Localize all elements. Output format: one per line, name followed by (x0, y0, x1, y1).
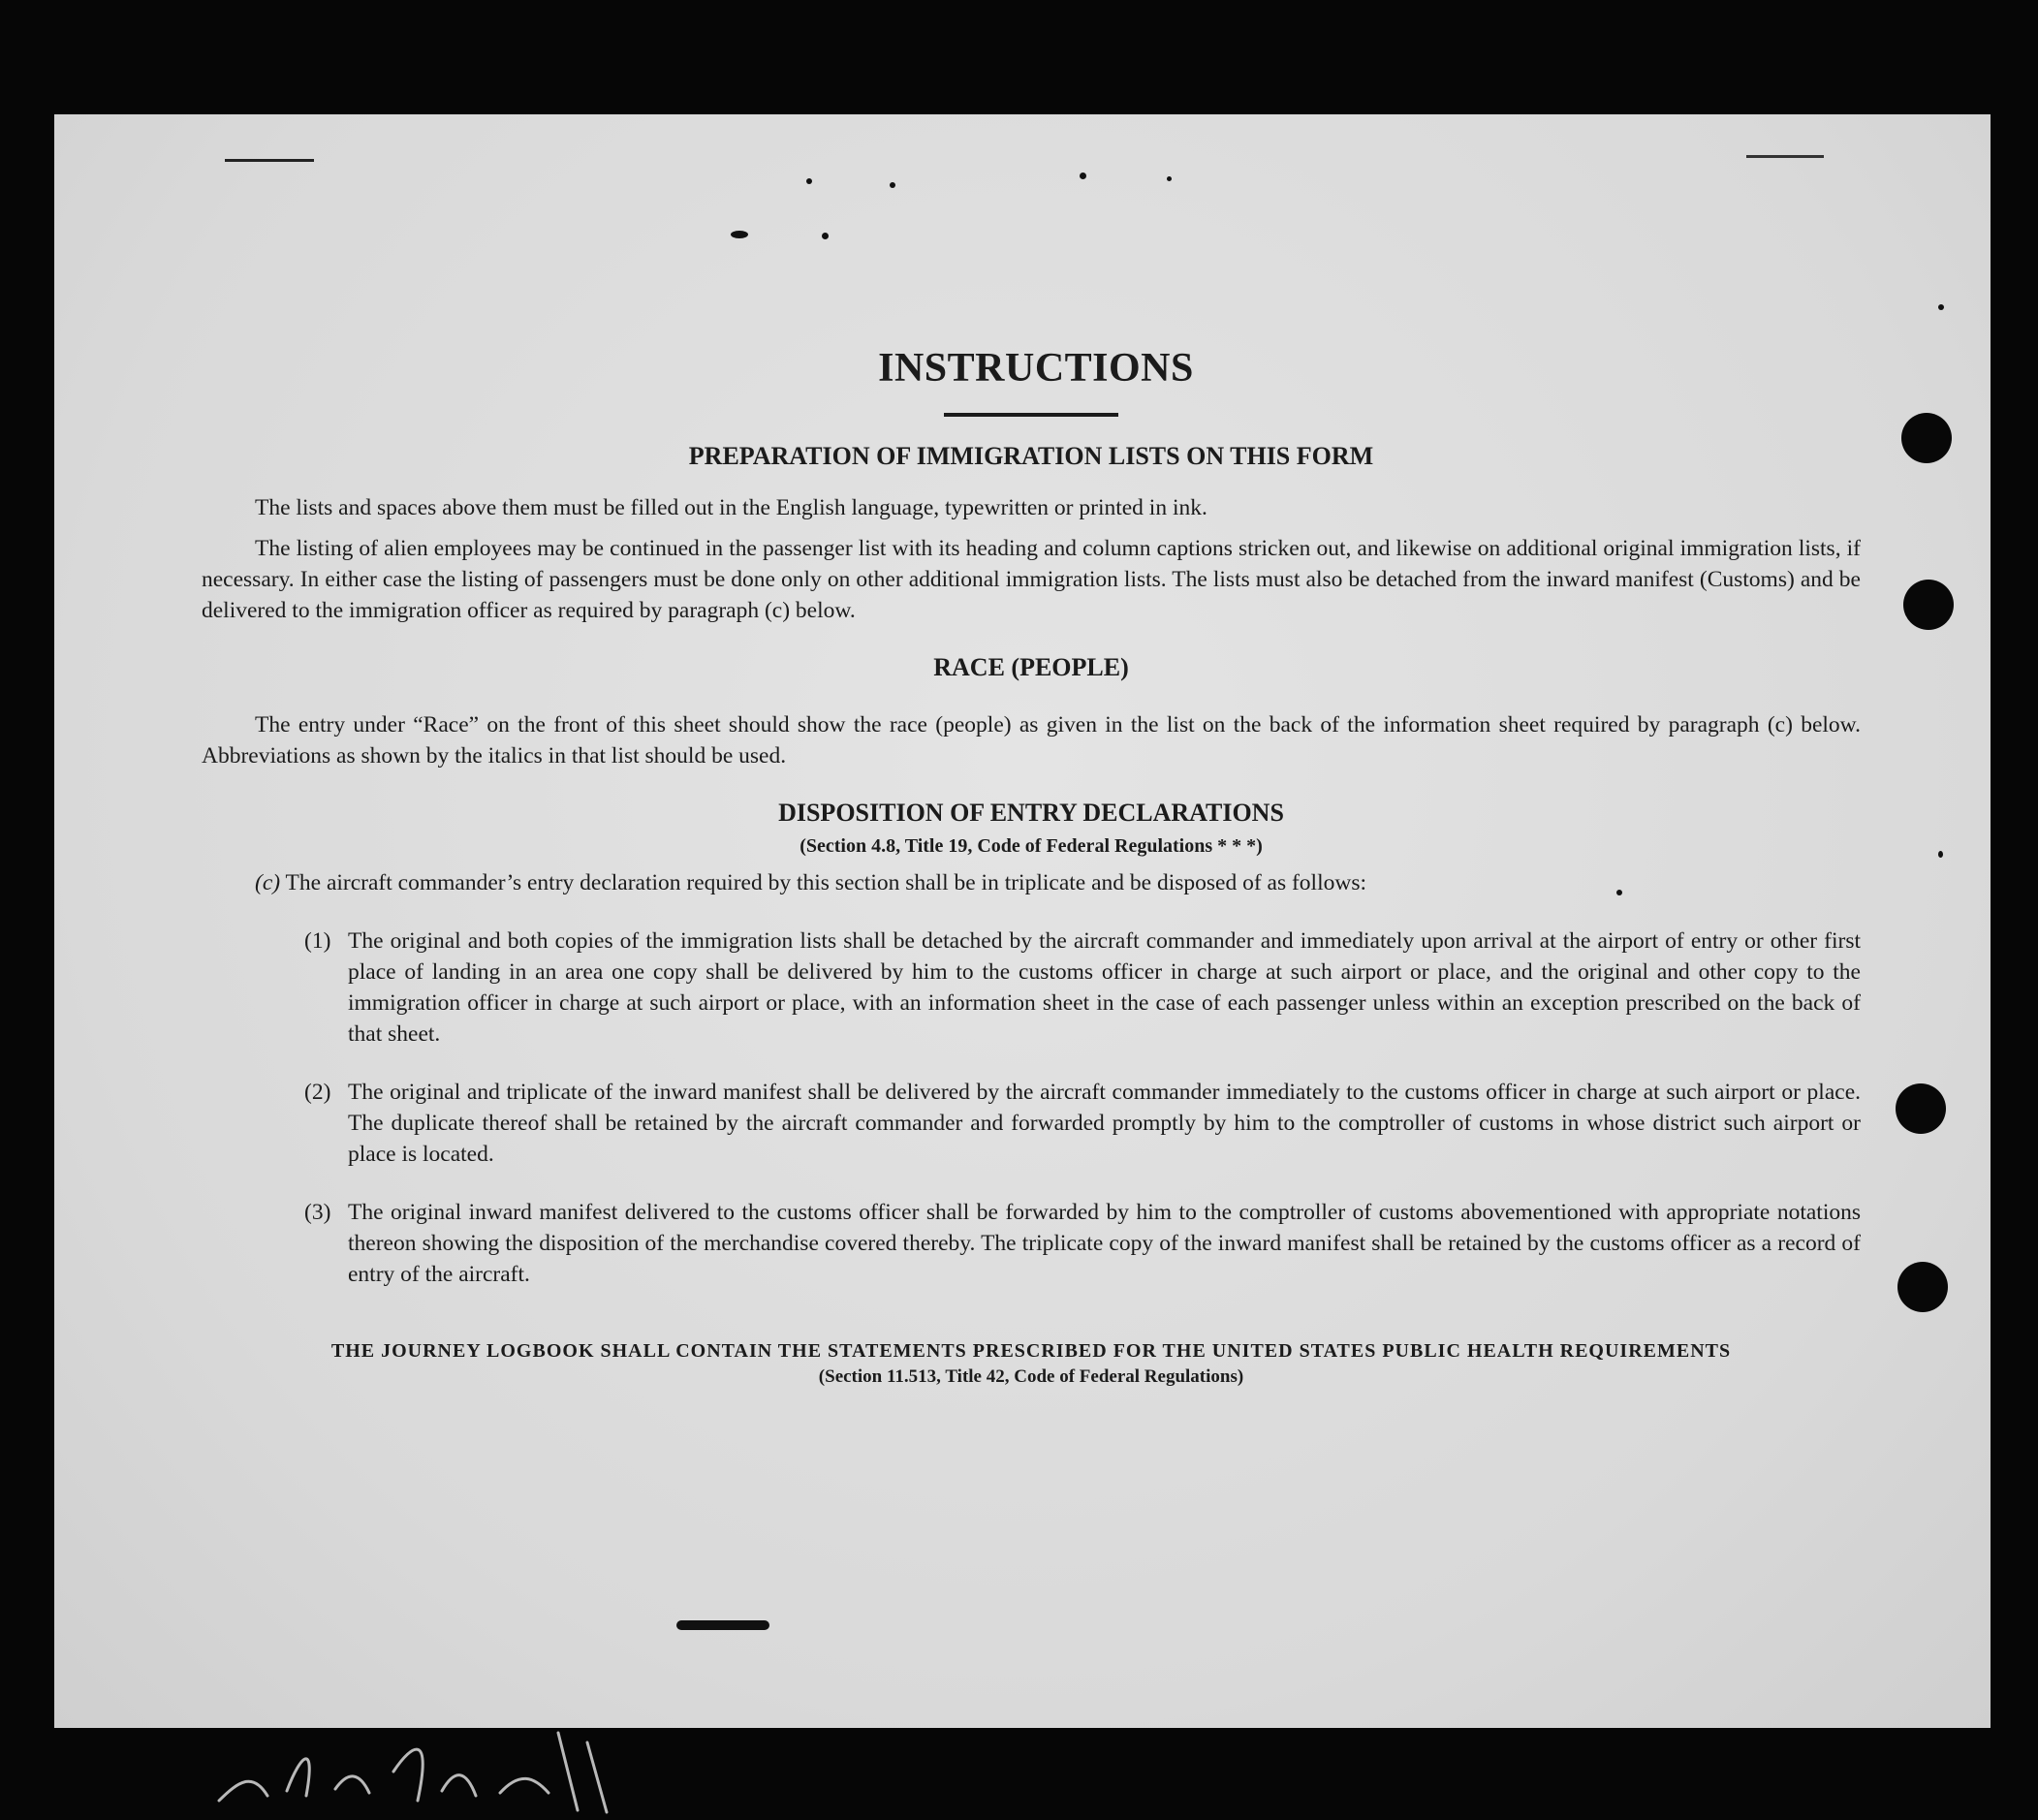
scan-mark (1746, 155, 1824, 158)
section-heading-disposition: DISPOSITION OF ENTRY DECLARATIONS (778, 799, 1284, 827)
preparation-paragraph-1: The lists and spaces above them must be filled out in the English language, typewritten or printed in ink. (255, 495, 1207, 520)
section-heading-race: RACE (PEOPLE) (933, 653, 1129, 681)
punch-hole (1897, 1262, 1948, 1312)
list-item (304, 1077, 1861, 1170)
list-item-text: The original inward manifest delivered to the customs officer shall be forwarded by him to the comptroller of customs abovementioned with appropriate notations thereon showing the disposition of the merchandise covered thereby. The triplicate copy of the inward manifest shall be retained by the customs officer as a record of entry of the aircraft. (348, 1200, 1861, 1287)
scan-speck (890, 182, 895, 188)
disposition-intro (255, 867, 1861, 898)
punch-hole (1903, 580, 1954, 630)
preparation-paragraph-2: The listing of alien employees may be continued in the passenger list with its heading and column captions stricken out, and likewise on additional original immigration lists, if necessary. In either case the listing of passengers must be done only on other additional immigration lists. The lists must also be detached from the inward manifest (Customs) and be delivered to the immigration officer as required by paragraph (c) below. (202, 536, 1861, 623)
scan-speck (1938, 304, 1944, 310)
scan-speck (1938, 851, 1943, 858)
scan-speck (1167, 176, 1172, 181)
scan-mark (225, 159, 314, 162)
list-item-number: (3) (304, 1200, 331, 1225)
disposition-citation: (Section 4.8, Title 19, Code of Federal Regulations * * *) (800, 835, 1263, 857)
list-item-number: (2) (304, 1080, 331, 1105)
section-heading-preparation: PREPARATION OF IMMIGRATION LISTS ON THIS FORM (688, 442, 1374, 470)
list-item-text: The original and triplicate of the inward manifest shall be delivered by the aircraft commander immediately to the customs officer in charge at such airport or place. The duplicate thereof shall be retained by the aircraft commander and forwarded promptly by him to the comptroller of customs in whose district such airport or place is located. (348, 1080, 1861, 1167)
list-item (304, 926, 1861, 1050)
handwritten-signature (209, 1704, 636, 1820)
disposition-intro-text: The aircraft commander’s entry declaration required by this section shall be in triplicate and be disposed of as follows: (285, 870, 1367, 895)
list-item-number: (1) (304, 928, 331, 954)
list-item (304, 1197, 1861, 1290)
punch-hole (1896, 1083, 1946, 1134)
paragraph-label: (c) (255, 870, 281, 895)
punch-hole (1901, 413, 1952, 463)
race-paragraph: The entry under “Race” on the front of this sheet should show the race (people) as given in the list on the back of the information sheet required by paragraph (c) below. Abbreviations as shown by the italics in that list should be used. (202, 712, 1861, 769)
document-page (54, 114, 1991, 1728)
title-underline (944, 413, 1118, 417)
scan-speck (822, 233, 829, 239)
list-item-text: The original and both copies of the immigration lists shall be detached by the aircraft commander and immediately upon arrival at the airport of entry or other first place of landing in an area one copy shall be delivered by him to the customs officer in charge at such airport or place, and the original and other copy to the immigration officer in charge at such airport or place, with an information sheet in the case of each passenger unless within an exception prescribed on the back of that sheet. (348, 928, 1861, 1047)
scan-speck (1080, 173, 1086, 179)
scan-speck (806, 178, 812, 184)
health-requirements-notice: THE JOURNEY LOGBOOK SHALL CONTAIN THE STATEMENTS PRESCRIBED FOR THE UNITED STATES PUBLIC HEALTH REQUIREMENTS (330, 1340, 1732, 1362)
instructions-content (202, 345, 1861, 1388)
scan-speck (731, 231, 748, 238)
scan-speck (676, 1620, 769, 1630)
health-requirements-citation: (Section 11.513, Title 42, Code of Federal Regulations) (818, 1366, 1244, 1387)
page-title: INSTRUCTIONS (878, 346, 1194, 391)
